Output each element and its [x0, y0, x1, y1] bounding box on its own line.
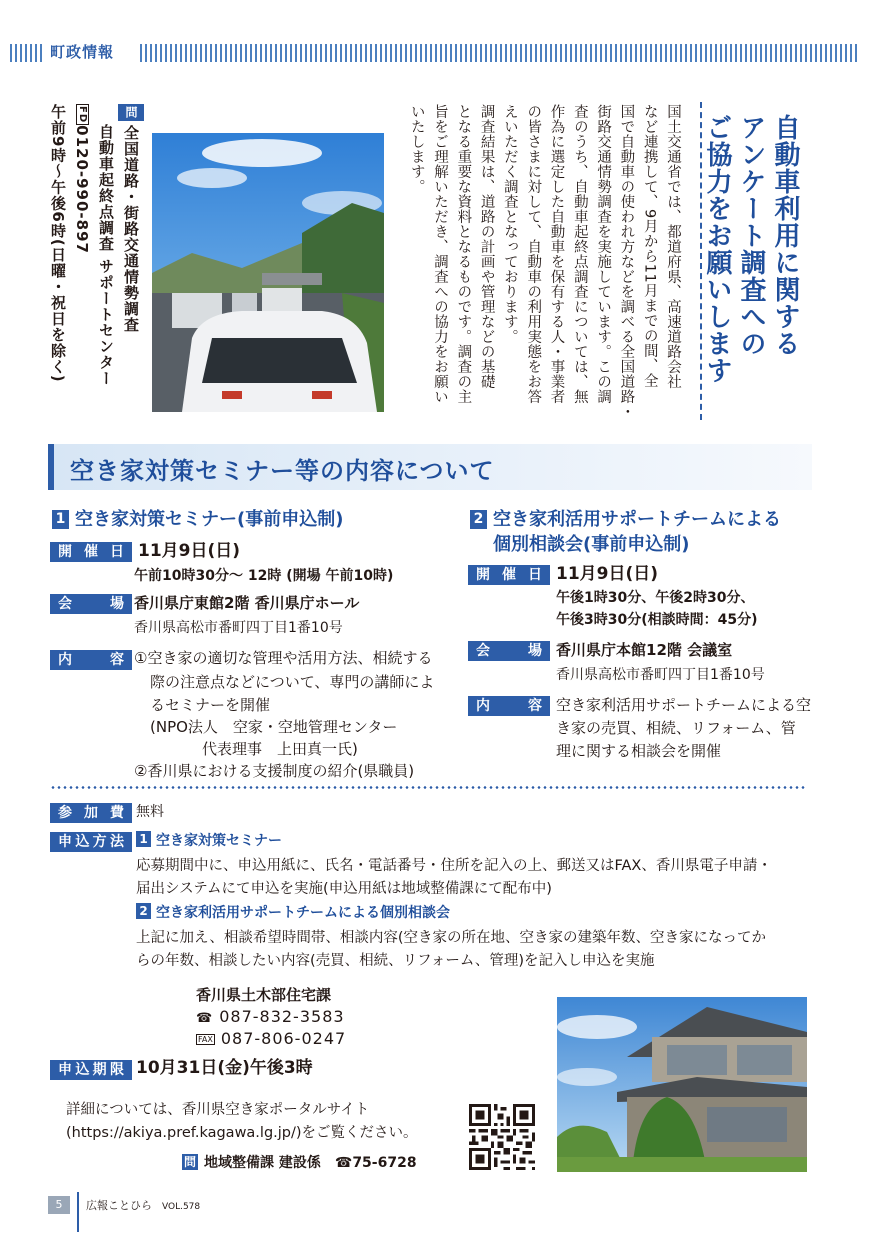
survey-body-line: 国土交通省では、都道府県、高速道路会社: [665, 104, 681, 389]
survey-body-line: 作為に選定した自動車を保有する人・事業者: [548, 104, 565, 404]
method-item-2-line: 上記に加え、相談希望時間帯、相談内容(空き家の所在地、空き家の建築年数、空き家になってか: [136, 930, 767, 946]
consult-content-line: き家の売買、相続、リフォーム、管: [556, 719, 796, 737]
seminar-content-line: 際の注意点などについて、専門の講師によ: [150, 673, 435, 691]
office-name: 香川県土木部住宅課: [196, 986, 332, 1004]
footer-publication: [86, 1197, 200, 1213]
method-item-2-line: らの年数、相談したい内容(売買、相続、リフォーム、管理)を記入し申込を実施: [136, 953, 655, 969]
survey-body-line: 旨をご理解いただき、調査への協力をお願い: [432, 104, 449, 404]
survey-body-line: など連携して、9月から11月までの間、全: [641, 104, 658, 389]
consult-venue: 香川県庁本館12階 会議室: [556, 641, 733, 659]
method-item-2-title-text: 空き家利活用サポートチームによる個別相談会: [156, 905, 450, 921]
survey-body-line: の皆さまに対して、自動車の利用実態をお答: [525, 104, 542, 404]
seminar-content-line: 代表理事 上田真一氏): [202, 740, 358, 758]
qr-code-icon[interactable]: [469, 1104, 535, 1170]
survey-body-line: 査のうち、自動車起終点調査については、無: [571, 104, 588, 404]
survey-title-line-1: 自動車利用に関する: [770, 114, 800, 357]
deadline-label: 申込期限: [50, 1060, 132, 1080]
header-stripes-left: [10, 44, 44, 62]
vacant-house-photo: [557, 997, 807, 1172]
consult-title: [470, 507, 781, 557]
consult-date-label: 開催日: [468, 565, 550, 585]
seminar-venue-label: 会場: [50, 594, 132, 614]
consult-number: 2: [470, 510, 487, 529]
survey-contact: [46, 104, 144, 424]
footer-divider: [77, 1192, 79, 1232]
free-dial-icon: FD: [77, 106, 88, 124]
survey-body-line: となる重要な資料となるものです。調査の主: [455, 104, 472, 404]
fee-label: 参加費: [50, 803, 132, 823]
survey-body-line: えいただく調査となっております。: [501, 104, 518, 344]
survey-body-line: いたします。: [408, 104, 425, 194]
consult-title-line-2: 個別相談会(事前申込制): [493, 534, 690, 555]
method-item-2-number: 2: [136, 903, 151, 919]
qr-code-graphic: [469, 1104, 535, 1170]
method-item-1-line: 応募期間中に、申込用紙に、氏名・電話番号・住所を記入の上、郵送又はFAX、香川県電子申請・: [136, 858, 772, 874]
survey-body-line: 国で自動車の使われ方などを調べる全国道路・: [618, 104, 635, 419]
consult-content-line: 理に関する相談会を開催: [556, 742, 722, 760]
survey-title: [700, 114, 802, 414]
fee-value: 無料: [136, 804, 164, 820]
office-fax-number: 087-806-0247: [220, 1029, 347, 1048]
method-item-1-line: 届出システムにて申込を実施(申込用紙は地域整備課にて配布中): [136, 881, 552, 897]
method-item-2-title: [136, 902, 450, 924]
consult-time-line: 午後3時30分(相談時間：45分): [556, 612, 758, 628]
section-label: 町政情報: [50, 43, 115, 61]
seminar-content-line: るセミナーを開催: [150, 696, 271, 714]
fax-icon: FAX: [198, 1035, 213, 1044]
seminar-address: 香川県高松市番町四丁目1番10号: [134, 620, 343, 636]
method-item-1-title-text: 空き家対策セミナー: [156, 833, 282, 849]
seminar-number: 1: [52, 510, 69, 529]
seminar-time: 午前10時30分〜 12時 (開場 午前10時): [134, 568, 394, 584]
detail-line: 詳細については、香川県空き家ポータルサイト: [66, 1102, 370, 1118]
method-item-1-title: [136, 830, 282, 852]
contact-phone: 0120-990-897: [73, 125, 91, 254]
seminar-title: [52, 507, 343, 532]
method-label: 申込方法: [50, 832, 132, 852]
seminar-content-line: ②香川県における支援制度の紹介(県職員): [134, 762, 415, 780]
seminar-title-text: 空き家対策セミナー(事前申込制): [75, 509, 344, 530]
traffic-photo-image: [152, 133, 384, 412]
consult-date: 11月9日(日): [556, 564, 659, 584]
office-tel-number: 087-832-3583: [219, 1007, 345, 1026]
seminar-venue: 香川県庁東館2階 香川県庁ホール: [134, 594, 360, 612]
consult-time-line: 午後1時30分、午後2時30分、: [556, 590, 755, 606]
office-tel: [196, 1006, 345, 1030]
seminar-date: 11月9日(日): [138, 541, 241, 561]
deadline-value: 10月31日(金)午後3時: [136, 1058, 313, 1078]
inquiry-tag: 問: [118, 104, 144, 121]
contact-line-1: 全国道路・街路交通情勢調査: [122, 125, 140, 333]
contact-hours: 午前9時〜午後6時(日曜・祝日を除く): [49, 104, 67, 383]
vacant-house-image: [557, 997, 807, 1172]
page-number: 5: [48, 1196, 70, 1214]
seminar-content-line: ①空き家の適切な管理や活用方法、相続する: [134, 649, 433, 667]
contact-line-2: 自動車起終点調査 サポートセンター: [97, 124, 115, 387]
header-stripes-right: [140, 44, 860, 62]
consult-content-label: 内容: [468, 696, 550, 716]
survey-body-line: 調査結果は、道路の計画や管理などの基礎: [478, 104, 495, 389]
survey-title-line-3: ご協力をお願いします: [702, 114, 732, 384]
method-item-1-number: 1: [136, 831, 151, 847]
traffic-photo: [152, 133, 384, 412]
detail-link[interactable]: (https://akiya.pref.kagawa.lg.jp/)をご覧ください。: [66, 1125, 418, 1141]
akiya-section-title: 空き家対策セミナー等の内容について: [70, 457, 495, 485]
inquiry-line: [182, 1152, 417, 1174]
seminar-content-line: (NPO法人 空家・空地管理センター: [150, 718, 398, 736]
publication-volume: VOL.578: [162, 1202, 201, 1212]
survey-title-line-2: アンケート調査への: [736, 114, 766, 357]
dotted-divider: [50, 786, 806, 789]
office-fax: [196, 1028, 346, 1051]
consult-title-line-1: 空き家利活用サポートチームによる: [493, 509, 781, 530]
seminar-content-label: 内容: [50, 650, 132, 670]
seminar-date-label: 開催日: [50, 542, 132, 562]
consult-address: 香川県高松市番町四丁目1番10号: [556, 667, 765, 683]
inquiry-tel: ☎75-6728: [334, 1155, 417, 1171]
consult-venue-label: 会場: [468, 641, 550, 661]
akiya-section-heading: [48, 444, 812, 490]
publication-name: 広報ことひら: [86, 1199, 152, 1212]
phone-icon: ☎: [196, 1011, 214, 1026]
survey-body-line: 街路交通情勢調査を実施しています。この調: [595, 104, 612, 404]
survey-body: [404, 104, 684, 422]
consult-content-line: 空き家利活用サポートチームによる空: [556, 696, 812, 714]
inquiry-tag: 問: [183, 1155, 196, 1169]
inquiry-dept: 地域整備課 建設係: [204, 1155, 321, 1171]
